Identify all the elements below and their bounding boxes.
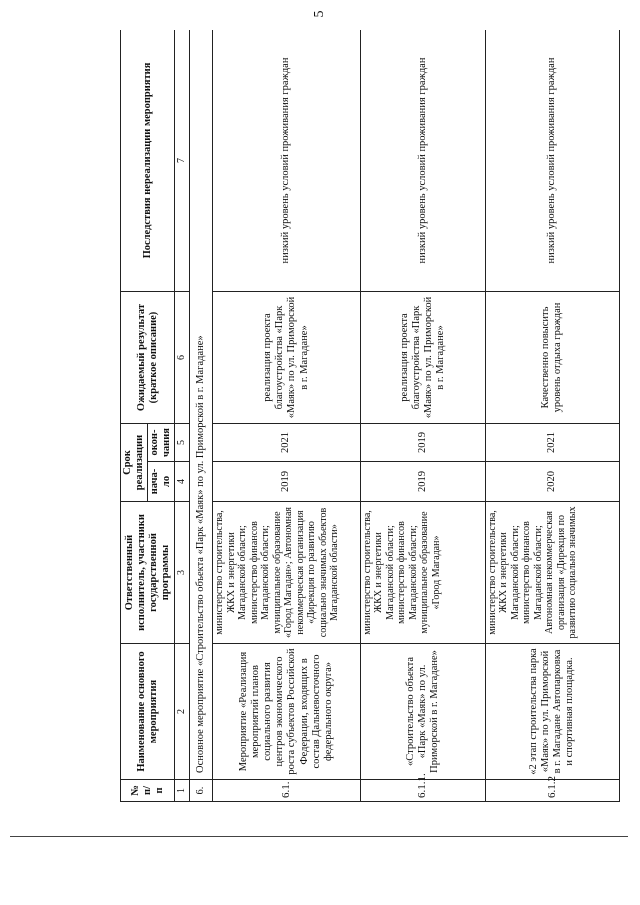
header-start: нача-ло	[148, 462, 175, 502]
header-num: № п/п	[121, 780, 175, 802]
row-consequences: низкий уровень условий проживания граждан	[360, 30, 485, 292]
page-divider	[10, 836, 628, 837]
measures-table	[120, 30, 620, 802]
row-executor: министерство строительства, ЖКХ и энергетики Магаданской области; министерство финансов Магаданской области; муниципальное образование «Город Магадан»	[360, 502, 485, 644]
column-number: 1	[175, 780, 190, 802]
row-end: 2021	[213, 424, 361, 462]
page-number: 5	[312, 10, 327, 18]
header-term: Срок реализации	[121, 424, 148, 502]
row-result: реализация проекта благоустройства «Парк «Маяк» по ул. Приморской в г. Магадане»	[360, 292, 485, 424]
table-row	[485, 30, 619, 802]
row-result: Качественно повысить уровень отдыха граждан	[485, 292, 619, 424]
row-executor: министерство строительства, ЖКХ и энергетики Магаданской области; министерство финансов Магаданской области; муниципальное образование «Город Магадан»; Автономная некоммерческая организация «Дирекция по развитию социально значимых объектов Магаданской области»	[213, 502, 361, 644]
row-executor: министерство строительства, ЖКХ и энергетики Магаданской области; министерство финансов Магаданской области; Автономная некоммерческая организация «Дирекция по развитию социально значимых	[485, 502, 619, 644]
row-end: 2021	[485, 424, 619, 462]
row-num: 6.1.2	[485, 780, 619, 802]
column-number: 7	[175, 30, 190, 292]
section-num: 6.	[189, 780, 212, 802]
rotated-table-area	[120, 30, 620, 802]
row-name: «Строительство объекта «Парк «Маяк» по ул. Приморской в г. Магадане»	[360, 644, 485, 780]
row-name: Мероприятие «Реализация мероприятий планов социального развития центров экономического роста субъектов Российской Федерации, входящих в состав Дальневосточного федерального округа»	[213, 644, 361, 780]
table-row	[213, 30, 361, 802]
row-start: 2019	[360, 462, 485, 502]
column-number: 4	[175, 462, 190, 502]
header-row	[121, 30, 148, 802]
header-consequences: Последствия нереализации мероприятия	[121, 30, 175, 292]
column-number: 6	[175, 292, 190, 424]
row-consequences: низкий уровень условий проживания граждан	[213, 30, 361, 292]
row-start: 2019	[213, 462, 361, 502]
row-num: 6.1.1.	[360, 780, 485, 802]
row-end: 2019	[360, 424, 485, 462]
column-number: 5	[175, 424, 190, 462]
table-row	[360, 30, 485, 802]
column-number: 2	[175, 644, 190, 780]
header-executor: Ответственный исполнитель, участники государственной программы	[121, 502, 175, 644]
column-number: 3	[175, 502, 190, 644]
header-result: Ожидаемый результат (краткое описание)	[121, 292, 175, 424]
row-result: реализация проекта благоустройства «Парк «Маяк» по ул. Приморской в г. Магадане»	[213, 292, 361, 424]
row-consequences: низкий уровень условий проживания граждан	[485, 30, 619, 292]
row-num: 6.1.	[213, 780, 361, 802]
row-start: 2020	[485, 462, 619, 502]
section-row	[189, 30, 212, 802]
row-name: «2 этап строительства парка «Маяк» по ул. Приморской в г. Магадане Автопарковка и спортивная площадка.	[485, 644, 619, 780]
header-name: Наименование основного мероприятия	[121, 644, 175, 780]
section-title: Основное мероприятие «Строительство объекта «Парк «Маяк» по ул. Приморской в г. Магадане»	[189, 30, 212, 780]
column-number-row	[175, 30, 190, 802]
header-end: окон-чания	[148, 424, 175, 462]
